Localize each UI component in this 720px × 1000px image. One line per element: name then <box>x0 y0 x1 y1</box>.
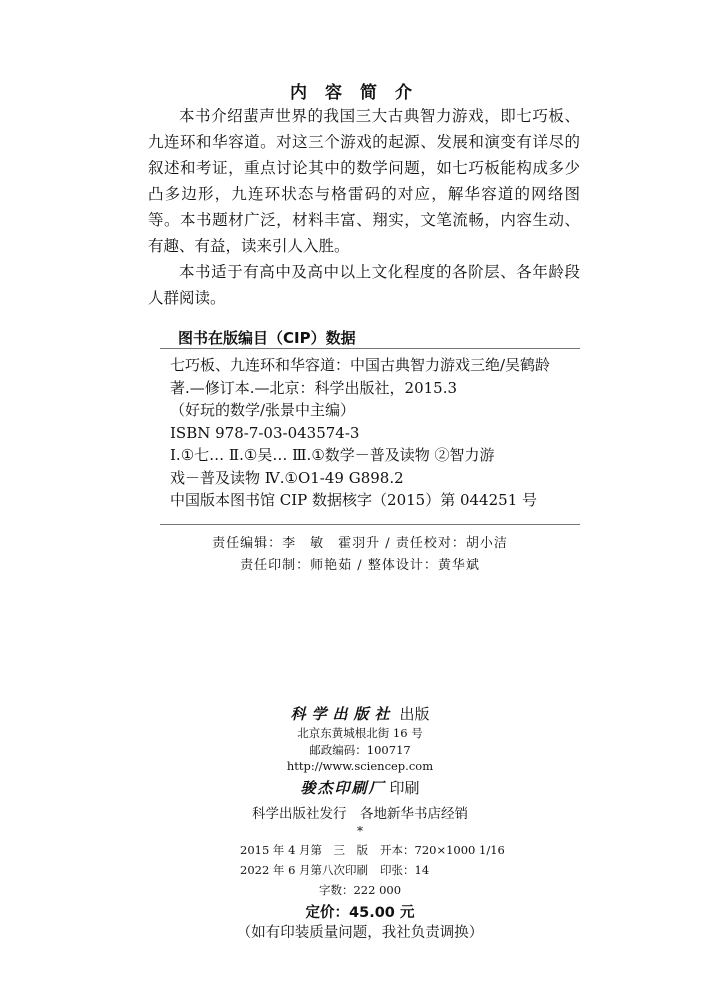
word-count: 字数：222 000 <box>318 883 402 897</box>
separator-star: * <box>357 824 363 838</box>
publisher-suffix: 出版 <box>399 705 430 723</box>
summary-paragraph: 本书介绍蜚声世界的我国三大古典智力游戏，即七巧板、九连环和华容道。对这三个游戏的起源、发展和演变有详尽的叙述和考证，重点讨论其中的数学问题，如七巧板能构成多少凸多边形，九连环状态与格雷码的对应，解华容道的网络图等。本书题材广泛，材料丰富、翔实，文笔流畅，内容生动、有趣、有益，读来引人入胜。 <box>148 107 580 255</box>
publisher-logotype: 科学出版社 <box>290 705 396 723</box>
cip-top-divider <box>160 348 580 349</box>
editor-credits: 责任编辑：李 敏 霍羽升 / 责任校对：胡小洁 <box>212 536 508 551</box>
cip-line: ISBN 978-7-03-043574-3 <box>170 423 360 442</box>
summary-body <box>148 103 580 311</box>
cip-bottom-divider <box>160 524 580 525</box>
production-credits: 责任印制：师艳茹 / 整体设计：黄华斌 <box>240 558 480 573</box>
publisher-address: 北京东黄城根北街 16 号 <box>297 726 423 740</box>
publisher-name <box>0 703 720 724</box>
distribution-info: 科学出版社发行 各地新华书店经销 <box>252 806 468 822</box>
cip-line: 戏－普及读物 Ⅳ.①O1-49 G898.2 <box>170 468 404 487</box>
printer-suffix: 印刷 <box>389 779 420 797</box>
summary-paragraph: 本书适于有高中及高中以上文化程度的各阶层、各年龄段人群阅读。 <box>148 263 580 307</box>
quality-notice: （如有印装质量问题，我社负责调换） <box>236 925 484 941</box>
print-sheets: 印张：14 <box>380 863 430 877</box>
cip-line: Ⅰ.①七… Ⅱ.①吴… Ⅲ.①数学－普及读物 ②智力游 <box>170 446 495 464</box>
cip-line: 中国版本图书馆 CIP 数据核字（2015）第 044251 号 <box>170 491 538 509</box>
edition-date: 2015 年 4 月第 三 版 <box>240 843 369 857</box>
printer-logotype: 骏杰印刷厂 <box>300 779 386 797</box>
price: 定价：45.00 元 <box>305 905 415 921</box>
cip-heading: 图书在版编目（CIP）数据 <box>178 329 356 347</box>
publisher-url: http://www.sciencep.com <box>286 759 434 773</box>
summary-title: 内容简介 <box>290 83 430 103</box>
publisher-zip: 邮政编码：100717 <box>309 743 411 757</box>
book-format: 开本：720×1000 1/16 <box>380 843 505 857</box>
cip-line: （好玩的数学/张景中主编） <box>170 401 356 419</box>
printing-date: 2022 年 6 月第八次印刷 <box>240 863 369 877</box>
cip-line: 著.—修订本.—北京：科学出版社，2015.3 <box>170 378 458 397</box>
cip-line: 七巧板、九连环和华容道：中国古典智力游戏三绝/吴鹤龄 <box>170 356 551 374</box>
printer-name <box>0 777 720 798</box>
cip-record <box>170 354 580 512</box>
